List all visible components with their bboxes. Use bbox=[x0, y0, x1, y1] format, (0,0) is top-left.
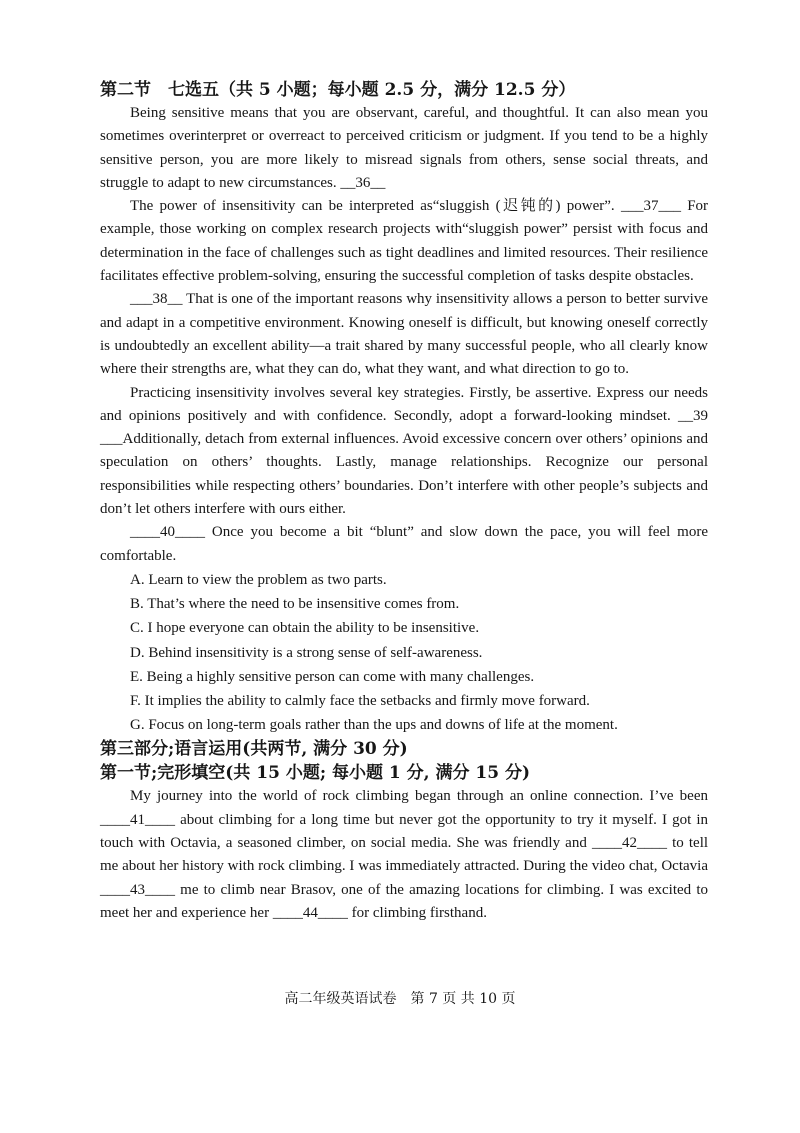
passage-text: to tell me about her history with rock climbing. I was immediately attracted. During the video chat, Octavia bbox=[100, 834, 709, 875]
blank-44: ____44____ bbox=[272, 904, 348, 921]
page-content bbox=[100, 78, 708, 925]
answer-options bbox=[100, 568, 708, 737]
blank-40: ____40____ bbox=[130, 524, 205, 541]
passage-paragraph-1 bbox=[100, 102, 708, 195]
passage-text: That is one of the important reasons why insensitivity allows a person to better survive and adapt in a competitive environment. Knowing oneself is difficult, but knowing oneself correctly is undoubtedly an excellent ability—a trait shared by many successful people, who all clearly know where their strengths are, what they can do, what they want, and what direction to go to. bbox=[100, 291, 709, 378]
passage-text: Once you become a bit “blunt” and slow down the pace, you will feel more comfortable. bbox=[100, 524, 708, 564]
blank-37: ___37___ bbox=[620, 198, 681, 215]
blank-41: ____41____ bbox=[100, 811, 175, 828]
passage-text: For example, those working on complex research projects with“sluggish power” persist with focus and determination in the face of challenges such as tight deadlines and limited resources. Their resilience facilitates effective problem-solving, ensuring the successful completion of tasks despite obstacles. bbox=[100, 198, 709, 285]
option-f: F. It implies the ability to calmly face the setbacks and firmly move forward. bbox=[130, 692, 590, 709]
passage-text: My journey into the world of rock climbing began through an online connection. I’ve been bbox=[130, 788, 708, 805]
passage-text: about climbing for a long time but never got the opportunity to try it myself. I got in touch with Octavia, a seasoned climber, on social media. She was friendly and bbox=[100, 811, 709, 851]
blank-43: ____43____ bbox=[100, 881, 175, 898]
option-c: C. I hope everyone can obtain the ability to be insensitive. bbox=[130, 620, 480, 637]
passage-paragraph-2 bbox=[100, 195, 708, 288]
cloze-passage bbox=[100, 785, 708, 925]
blank-39: __39 ___ bbox=[100, 407, 708, 448]
passage-paragraph-5 bbox=[100, 521, 708, 568]
blank-42: ____42____ bbox=[591, 834, 667, 851]
option-g: G. Focus on long-term goals rather than the ups and downs of life at the moment. bbox=[130, 717, 618, 734]
passage-text: Additionally, detach from external influences. Avoid excessive concern over others’ opinions and speculation on others’ thoughts. Lastly, manage relationships. Recognize our personal responsibilities while respecting others’ boundaries. Don’t interfere with other people’s subjects and don’t let others interfere with ours either. bbox=[100, 431, 708, 518]
passage-text: Practicing insensitivity involves several key strategies. Firstly, be assertive. Express our needs and opinions positively and with confidence. Secondly, adopt a forward-looking mindset. bbox=[100, 384, 708, 424]
page-footer: 高二年级英语试卷 第 7 页 共 10 页 bbox=[284, 991, 516, 1007]
option-e: E. Being a highly sensitive person can come with many challenges. bbox=[130, 668, 535, 685]
option-a: A. Learn to view the problem as two parts. bbox=[130, 571, 387, 588]
passage-text: for climbing firsthand. bbox=[351, 904, 487, 921]
passage-text: me to climb near Brasov, one of the amazing locations for climbing. I was excited to meet her and experience her bbox=[100, 881, 708, 921]
part-3-title: 第三部分;语言运用(共两节, 满分 30 分) bbox=[100, 739, 408, 760]
option-b: B. That’s where the need to be insensitive comes from. bbox=[130, 596, 460, 613]
passage-paragraph-4 bbox=[100, 382, 708, 522]
option-d: D. Behind insensitivity is a strong sense of self-awareness. bbox=[130, 644, 483, 661]
passage-text: Being sensitive means that you are observant, careful, and thoughtful. It can also mean you sometimes overinterpret or overreact to perceived criticism or judgment. If you tend to be a highly sensitive person, you are more likely to misread signals from others, sense social threats, and struggle to adapt to new circumstances. bbox=[100, 105, 708, 191]
passage-paragraph-3 bbox=[100, 288, 708, 381]
section-2-title: 第二节 七选五（共 5 小题；每小题 2.5 分，满分 12.5 分） bbox=[100, 80, 576, 100]
blank-38: ___38__ bbox=[130, 291, 183, 308]
section-1-title: 第一节;完形填空(共 15 小题; 每小题 1 分, 满分 15 分) bbox=[100, 763, 531, 784]
blank-36: __36__ bbox=[340, 174, 386, 191]
passage-text: The power of insensitivity can be interpreted as“sluggish (迟钝的) power”. bbox=[130, 198, 615, 215]
